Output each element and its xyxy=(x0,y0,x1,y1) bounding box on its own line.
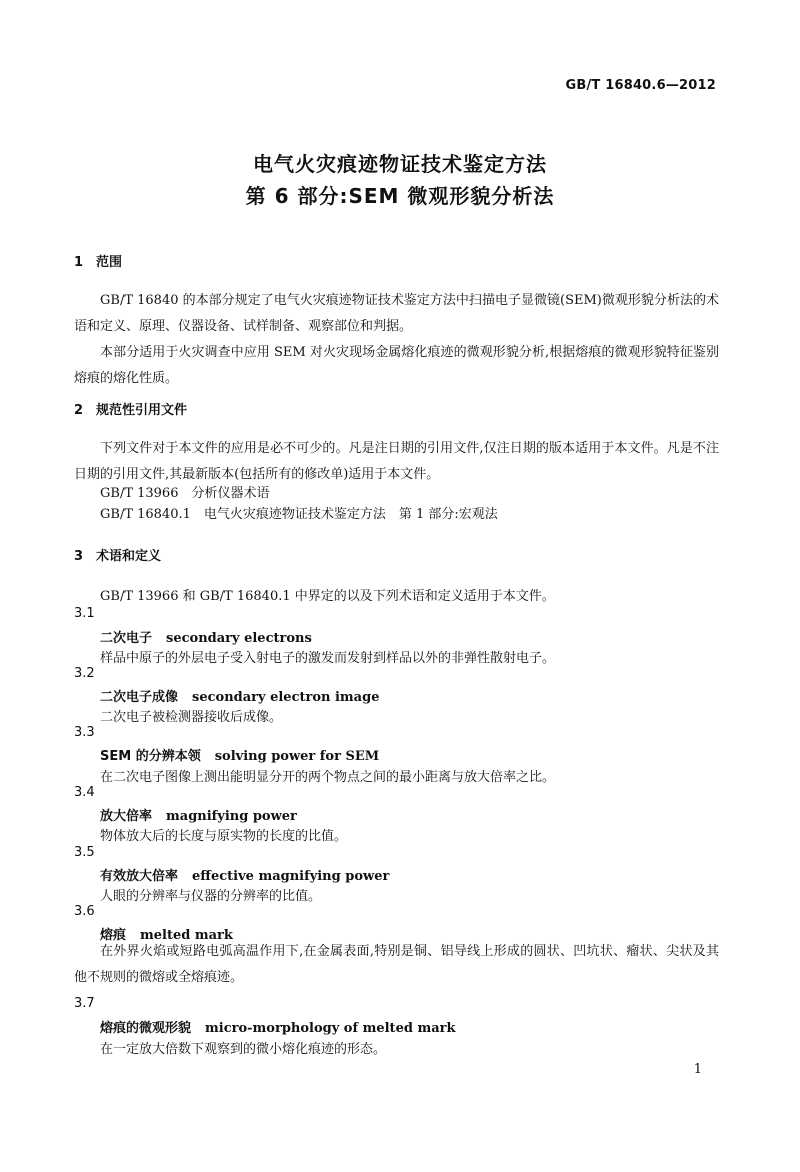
section-1-number: 1 xyxy=(74,255,84,270)
term-name-en: secondary electron image xyxy=(192,690,380,705)
term-name-zh: 熔痕 xyxy=(100,928,127,943)
term-number: 3.7 xyxy=(74,996,95,1011)
section-3-title: 术语和定义 xyxy=(96,549,162,564)
term-number: 3.1 xyxy=(74,606,95,621)
term-number: 3.6 xyxy=(74,904,95,919)
term-name-zh: 放大倍率 xyxy=(100,809,153,824)
term-name xyxy=(100,686,379,705)
document-title-line1: 电气火灾痕迹物证技术鉴定方法 xyxy=(253,152,547,176)
term-name-en: micro-morphology of melted mark xyxy=(205,1021,456,1036)
term-number: 3.3 xyxy=(74,725,95,740)
section-3-intro: GB/T 13966 和 GB/T 16840.1 中界定的以及下列术语和定义适用于本文件。 xyxy=(100,589,555,604)
standard-code: GB/T 16840.6—2012 xyxy=(565,78,716,93)
term-number: 3.5 xyxy=(74,845,95,860)
term-number: 3.4 xyxy=(74,785,95,800)
section-1-heading xyxy=(74,251,122,270)
section-1-title: 范围 xyxy=(96,255,123,270)
term-definition: 人眼的分辨率与仪器的分辨率的比值。 xyxy=(100,889,322,904)
term-name-zh: 有效放大倍率 xyxy=(100,869,179,884)
page-number: 1 xyxy=(693,1062,702,1077)
normative-reference: GB/T 16840.1 电气火灾痕迹物证技术鉴定方法 第 1 部分:宏观法 xyxy=(100,507,498,522)
term-name-zh: 熔痕的微观形貌 xyxy=(100,1021,192,1036)
section-2-paragraph: 下列文件对于本文件的应用是必不可少的。凡是注日期的引用文件,仅注日期的版本适用于本文件。凡是不注日期的引用文件,其最新版本(包括所有的修改单)适用于本文件。 xyxy=(74,441,719,482)
section-2-heading xyxy=(74,399,187,418)
section-3-heading xyxy=(74,545,161,564)
term-name xyxy=(100,627,312,646)
term-definition: 在二次电子图像上测出能明显分开的两个物点之间的最小距离与放大倍率之比。 xyxy=(100,770,556,785)
term-name-en: secondary electrons xyxy=(166,631,312,646)
term-definition: 物体放大后的长度与原实物的长度的比值。 xyxy=(100,829,348,844)
term-number: 3.2 xyxy=(74,666,95,681)
term-name xyxy=(100,1017,456,1036)
term-name-en: effective magnifying power xyxy=(192,869,390,884)
term-name-en: solving power for SEM xyxy=(214,749,380,764)
section-2-number: 2 xyxy=(74,403,84,418)
term-name-zh: 二次电子成像 xyxy=(100,690,179,705)
term-name-en: magnifying power xyxy=(166,809,297,824)
section-1-paragraph-1: GB/T 16840 的本部分规定了电气火灾痕迹物证技术鉴定方法中扫描电子显微镜(SEM)微观形貌分析法的术语和定义、原理、仪器设备、试样制备、观察部位和判据。 xyxy=(74,293,719,334)
term-name-zh: 二次电子 xyxy=(100,631,153,646)
section-1-paragraph-2: 本部分适用于火灾调查中应用 SEM 对火灾现场金属熔化痕迹的微观形貌分析,根据熔痕的微观形貌特征鉴别熔痕的熔化性质。 xyxy=(74,345,719,386)
term-name xyxy=(100,865,389,884)
document-title-line2: 第 6 部分:SEM 微观形貌分析法 xyxy=(245,184,555,208)
term-definition: 样品中原子的外层电子受入射电子的激发而发射到样品以外的非弹性散射电子。 xyxy=(100,651,556,666)
normative-reference: GB/T 13966 分析仪器术语 xyxy=(100,486,270,501)
term-name-en: melted mark xyxy=(140,928,233,943)
term-definition: 在一定放大倍数下观察到的微小熔化痕迹的形态。 xyxy=(100,1042,387,1057)
term-definition: 在外界火焰或短路电弧高温作用下,在金属表面,特别是铜、铝导线上形成的圆状、凹坑状、瘤状、尖状及其他不规则的微熔或全熔痕迹。 xyxy=(74,944,719,985)
term-name xyxy=(100,745,379,764)
section-2-title: 规范性引用文件 xyxy=(96,403,188,418)
term-definition: 二次电子被检测器接收后成像。 xyxy=(100,710,283,725)
term-name-zh: SEM 的分辨本领 xyxy=(100,749,201,764)
term-name xyxy=(100,805,297,824)
section-3-number: 3 xyxy=(74,549,84,564)
